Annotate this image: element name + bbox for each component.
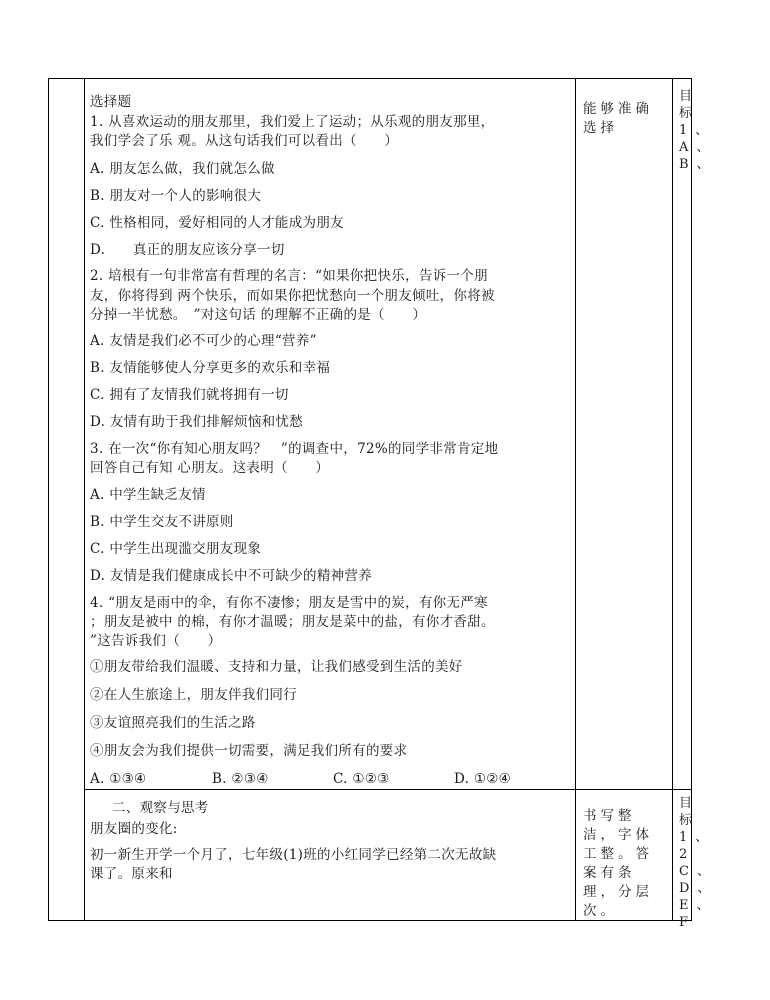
section1-requirement: 能够准确选择 [583,101,653,136]
q4-choice-c: C. ①②③ [333,771,390,787]
q4-stem-line3: ”这告诉我们（ ） [90,633,222,649]
q2-stem-line1: 2. 培根有一句非常富有哲理的名言：“如果你把快乐，告诉一个朋 [90,268,488,284]
q2-option-a: A. 友情是我们必不可少的心理“营养” [90,333,317,349]
q1-option-d: D. 真正的朋友应该分享一切 [90,242,285,258]
column-divider-1 [84,78,85,921]
q4-statement-1: ①朋友带给我们温暖、支持和力量，让我们感受到生活的美好 [90,659,463,675]
q4-choice-b: B. ②③④ [212,771,269,787]
q4-statement-4: ④朋友会为我们提供一切需要，满足我们所有的要求 [90,743,408,759]
section2-requirement: 书写整洁，字体工整。答案有条理，分层次。 [583,808,653,919]
q1-option-a: A. 朋友怎么做，我们就怎么做 [90,161,275,177]
section2-subtitle: 朋友圈的变化: [90,821,178,837]
q4-stem-line2: ；朋友是被中 的棉，有你才温暖；朋友是菜中的盐，有你才香甜。 [90,614,495,630]
section2-paragraph-line2: 课了。原来和 [90,866,173,882]
q1-option-c: C. 性格相同，爱好相同的人才能成为朋友 [90,215,344,231]
section2-paragraph-line1: 初一新生开学一个月了，七年级(1)班的小红同学已经第二次无故缺 [90,847,497,863]
q3-option-c: C. 中学生出现滥交朋友现象 [90,541,262,557]
row-divider [84,789,692,790]
q4-stem-line1: 4. “朋友是雨中的伞，有你不凄惨；朋友是雪中的炭，有你无严寒 [90,595,488,611]
table-top-border [48,78,692,79]
q2-option-b: B. 友情能够使人分享更多的欢乐和幸福 [90,360,331,376]
q3-option-d: D. 友情是我们健康成长中不可缺少的精神营养 [90,568,373,584]
q3-stem-line2: 回答自己有知 心朋友。这表明（ ） [90,460,330,476]
q3-option-b: B. 中学生交友不讲原则 [90,514,234,530]
table-left-border [48,78,49,921]
q3-stem-line1: 3. 在一次“你有知心朋友吗？ ”的调查中，72%的同学非常肯定地 [90,441,499,457]
q4-choice-a: A. ①③④ [90,771,147,787]
section2-target: 目标1、2C、D、E、F [679,796,719,930]
q2-option-c: C. 拥有了友情我们就将拥有一切 [90,387,289,403]
section1-target: 目标1、A、B、 [679,89,718,172]
q1-option-b: B. 朋友对一个人的影响很大 [90,188,262,204]
q2-stem-line2: 友，你将得到 两个快乐，而如果你把忧愁向一个朋友倾吐，你将被 [90,288,495,304]
column-divider-2 [575,78,576,921]
q2-option-d: D. 友情有助于我们排解烦恼和忧愁 [90,414,304,430]
column-divider-3 [672,78,673,921]
q1-stem-line2: 我们学会了乐 观。从这句话我们可以看出（ ） [90,133,399,149]
q4-choice-d: D. ①②④ [454,771,512,787]
q1-stem-line1: 1. 从喜欢运动的朋友那里，我们爱上了运动；从乐观的朋友那里， [90,114,495,130]
section1-title: 选择题 [90,94,132,110]
section2-title: 二、观察与思考 [112,800,209,816]
q3-option-a: A. 中学生缺乏友情 [90,487,206,503]
q2-stem-line3: 分掉一半忧愁。 ”对这句话 的理解不正确的是（ ） [90,307,427,323]
q4-statement-3: ③友谊照亮我们的生活之路 [90,715,256,731]
q4-statement-2: ②在人生旅途上，朋友伴我们同行 [90,687,297,703]
